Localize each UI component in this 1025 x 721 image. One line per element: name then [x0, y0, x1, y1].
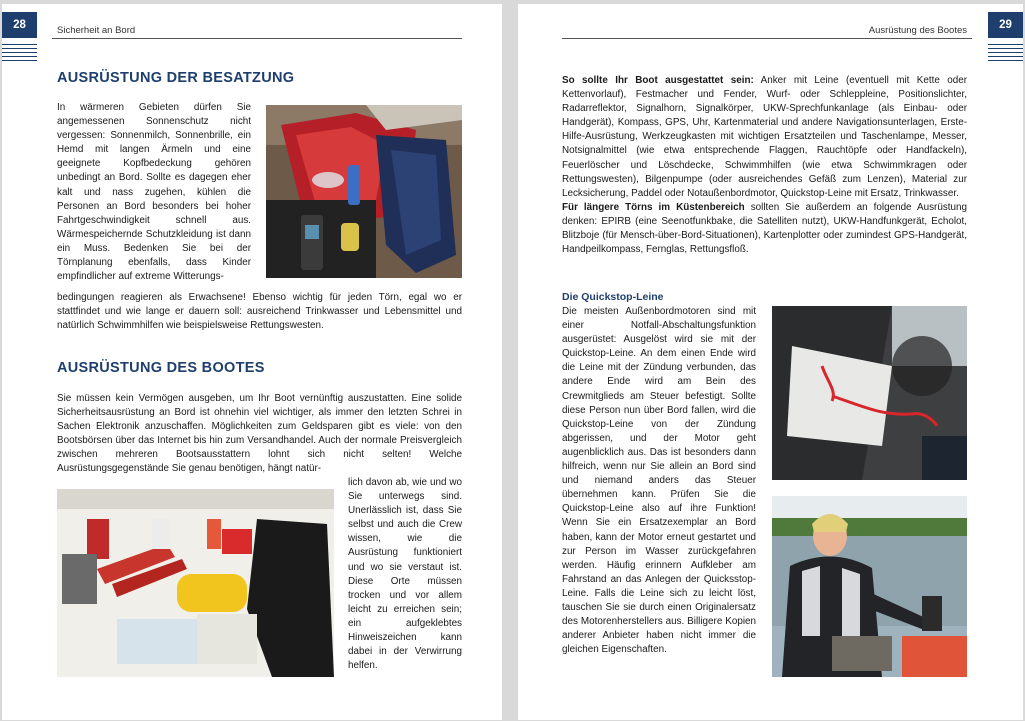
photo-crew-gear: [266, 105, 462, 278]
photo-boat-equipment: [57, 489, 334, 677]
photo-person-at-helm: [772, 496, 967, 677]
crew-text-column: In wärmeren Gebieten dürfen Sie angemessenen Sonnenschutz nicht vergessen: Sonnenmilch, Sonnenbrille, ein Hemd mit langen Ärmeln und eine geeignete Kopfbedeckung gehören unbedingt an Bord. Sollte es dagegen eher kalt und nass zugehen, kühlen die Personen an Bord besonders bei hoher Fahrtgeschwindigkeit schnell aus. Wärmespeichernde Schutzkleidung ist dann ein Muss. Bedenken Sie bei der Törnplanung ebenfalls, dass Kinder empfindlicher auf extreme Witterungs-: [57, 102, 251, 283]
page-number: 29: [988, 12, 1023, 38]
crew-text-full: bedingungen reagieren als Erwachsene! Ebenso wichtig für jeden Törn, egal wo er stattfindet und wie lange er dauern soll: ausreichend Trinkwasser und Lebensmittel und natürlich Schwimmhilfen wie beispielsweise Rettungswesten.: [57, 292, 462, 332]
quickstop-text: Die meisten Außenbordmotoren sind mit einer Notfall-Abschaltungsfunktion ausgerüstet: Ausgelöst wird sie mit der Quickstop-Leine. An dem einen Ende wird die Leine mit der Zündung verbunden, das andere Ende wird am Bein des Crewmitglieds am Steuer befestigt. Sollte diese Person nun über Bord fallen, wird die Quickstop-Leine von der Zündung abgerissen, und der Motor geht augenblicklich aus. Das ist besonders dann hilfreich, wenn nur Sie allein an Bord sind und niemand anders das Steuer übernehmen kann. Prüfen Sie die Quickstop-Leine also auf ihre Funktion! Wenn Sie ein Ersatzexemplar an Bord haben, kann der Motor erneut gestartet und zur Person im Wasser zurückgefahren werden. Häufig erinnern Aufkleber am Fahrstand an das Anlegen der Quicksstop-Leine. Falls die Leine sich zu leicht löst, tauschen Sie sie durch einen Originalersatz des Motorenherstellers aus. Billigere Kopien anderer Anbieter haben nicht immer die gleichen Eigenschaften.: [562, 306, 756, 656]
photo-quickstop-line: [772, 306, 967, 480]
left-page: [2, 4, 502, 720]
equipment-text: Anker mit Leine (eventuell mit Kette oder Kettenvorlauf), Festmacher und Fender, Wurf- oder Schleppleine, Positionslichter, Radarreflektor, Signalhorn, Signalkörper, UKW-Sprechfunkanlage (als Einbau- oder Handgerät), Kompass, GPS, Uhr, Kartenmaterial und andere Navigationsunterlagen, Erste-Hilfe-Ausrüstung, Werkzeugkasten mit wichtigen Ersatzteilen und Taschenlampe, Messer, Notsignalmittel (wie etwa entsprechende Flaggen, Rauchtöpfe oder Handfackeln), Feuerlöscher und Löschdecke, Schwimmhilfen (wie etwa Schwimmkragen oder Rettungswesten), Bilgenpumpe (oder ausreichendes Gefäß zum Lenzen), Material zur Lecksicherung, Paddel oder Notaußenbordmotor, Quickstop-Leine mit Ersatz, Trinkwasser.: [562, 75, 967, 199]
right-page: [518, 4, 1023, 720]
header-rule: [52, 38, 462, 39]
coastal-text: sollten Sie außerdem an folgende Ausrüstung denken: EPIRB (eine Seenotfunkbake, die Satelliten nutzt), UKW-Handfunkgerät, Echolot, Blitzboje (für Mensch-über-Bord-Situationen), Kartenplotter oder zumindest GPS-Handgerät, Handpeilkompass, Fernglas, Rettungsfloß.: [562, 201, 967, 256]
heading-quickstop: Die Quickstop-Leine: [562, 291, 664, 303]
equipment-lead: So sollte Ihr Boot ausgestattet sein:: [562, 75, 754, 86]
heading-crew-equipment: AUSRÜSTUNG DER BESATZUNG: [57, 70, 295, 86]
page-number-stripes: [2, 44, 37, 64]
coastal-lead: Für längere Törns im Küstenbereich: [562, 201, 745, 213]
running-head: Sicherheit an Bord: [57, 25, 136, 36]
page-number-stripes: [988, 44, 1023, 64]
header-rule: [562, 38, 972, 39]
boat-text-column: lich davon ab, wie und wo Sie unterwegs sind. Unerlässlich ist, dass Sie selbst und auch die Crew wissen, wie die Ausrüstung funktioniert und wo sie verstaut ist. Diese Orte müssen trocken und vor allem leicht zu erreichen sein; ein aufgeklebtes Hinweiszeichen kann dabei in der Verwirrung helfen.: [348, 477, 462, 672]
page-number: 28: [2, 12, 37, 38]
boat-equipment-list: [562, 74, 967, 257]
heading-boat-equipment: AUSRÜSTUNG DES BOOTES: [57, 360, 265, 376]
boat-text-full: Sie müssen kein Vermögen ausgeben, um Ihr Boot vernünftig auszustatten. Eine solide Sicherheitsausrüstung an Bord ist ohnehin viel wichtiger, als immer den letzten Schrei in Sachen Elektronik anzuschaffen. Möglichkeiten zum Geldsparen gibt es viele: von den Bootsbörsen über das Internet bis hin zum Versandhandel. Auch der normale Preisvergleich zwischen mehreren Bootsausstattern lohnt sich nicht selten! Welche Ausrüstungsgegenstände Sie genau benötigen, hängt natür-: [57, 393, 462, 475]
running-head: Ausrüstung des Bootes: [868, 25, 967, 36]
